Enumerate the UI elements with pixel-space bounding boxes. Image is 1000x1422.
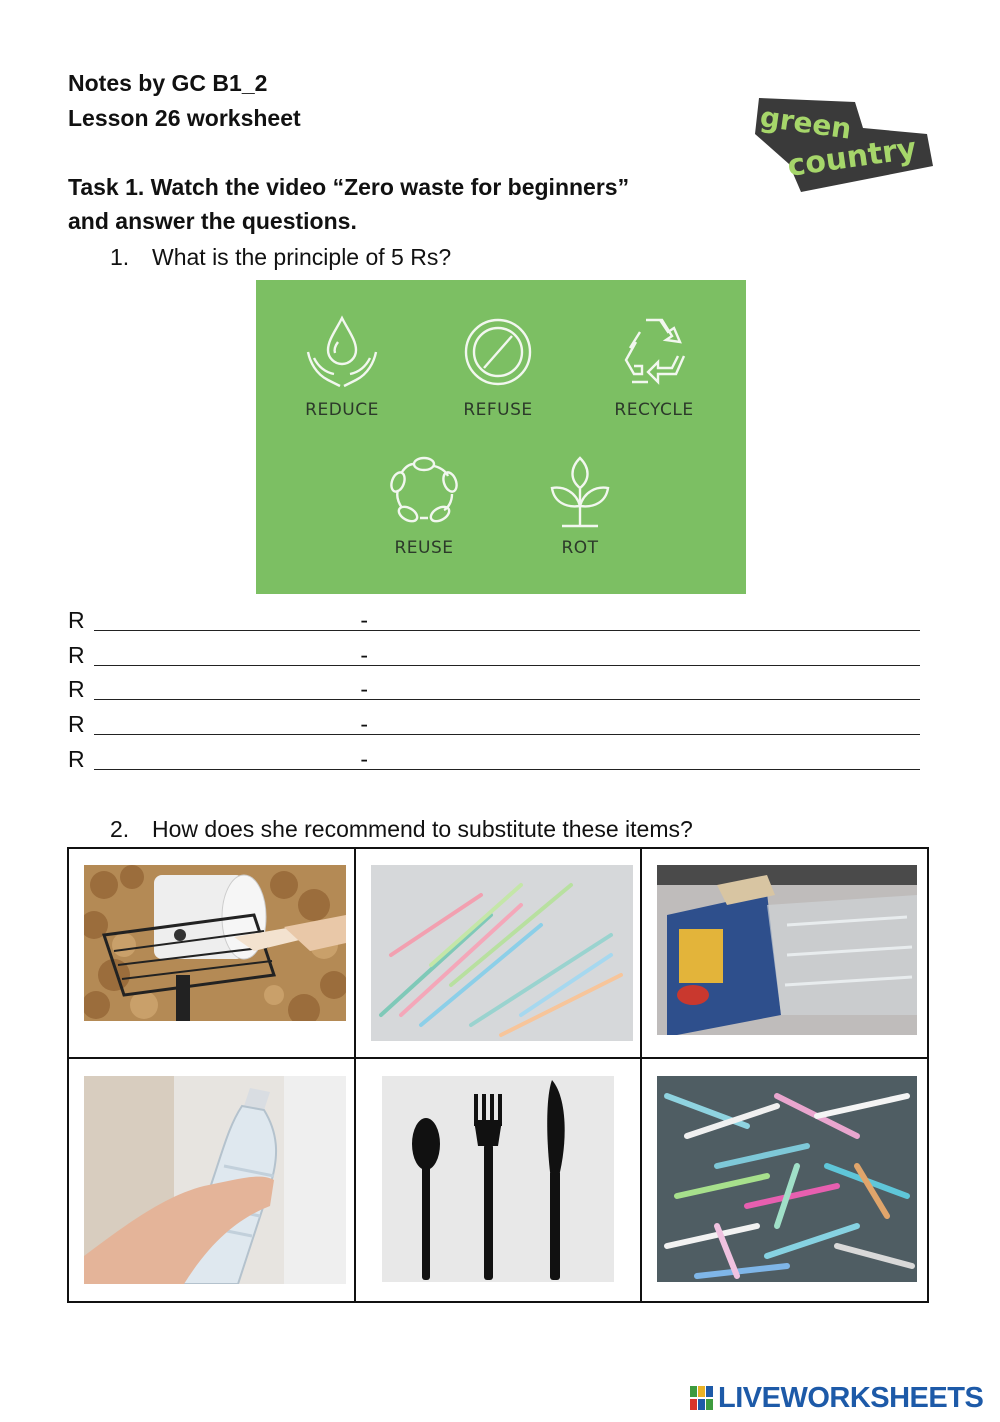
recycle-label: RECYCLE bbox=[614, 400, 694, 420]
refuse-label: REFUSE bbox=[463, 400, 533, 420]
r-letter: R bbox=[68, 711, 85, 737]
r-definition-blank[interactable] bbox=[366, 699, 920, 700]
r-answer-row bbox=[68, 606, 928, 634]
r-letter: R bbox=[68, 607, 85, 633]
prohibited-icon bbox=[458, 312, 538, 392]
question-text: How does she recommend to substitute these items? bbox=[152, 816, 693, 842]
svg-text:country: country bbox=[785, 131, 919, 184]
plastic-bag-roll-photo bbox=[84, 865, 346, 1021]
r-answer-row bbox=[68, 641, 928, 669]
green-country-logo bbox=[745, 88, 940, 198]
plastic-cutlery-photo bbox=[382, 1076, 614, 1282]
r-answer-row bbox=[68, 745, 928, 773]
liveworksheets-logo-icon bbox=[690, 1386, 714, 1410]
r-definition-blank[interactable] bbox=[366, 630, 920, 631]
items-table bbox=[67, 847, 929, 1303]
reduce-label: REDUCE bbox=[305, 400, 379, 420]
reduce-item bbox=[272, 312, 412, 420]
question-number: 1. bbox=[110, 244, 130, 270]
lesson-title: Lesson 26 worksheet bbox=[68, 105, 301, 131]
water-bottle-photo bbox=[84, 1076, 346, 1284]
question-text: What is the principle of 5 Rs? bbox=[152, 244, 452, 270]
leaf-circle-icon bbox=[384, 454, 464, 530]
rot-label: ROT bbox=[561, 538, 599, 558]
task-heading-cont: and answer the questions. bbox=[68, 208, 357, 234]
notes-title: Notes by GC B1_2 bbox=[68, 70, 268, 96]
r-definition-blank[interactable] bbox=[366, 665, 920, 666]
r-separator: - bbox=[360, 711, 368, 737]
liveworksheets-text: LIVEWORKSHEETS bbox=[718, 1382, 984, 1414]
r-letter: R bbox=[68, 676, 85, 702]
r-separator: - bbox=[360, 642, 368, 668]
five-rs-panel bbox=[256, 280, 746, 594]
r-answer-row bbox=[68, 675, 928, 703]
sprout-icon bbox=[540, 454, 620, 530]
question-number: 2. bbox=[110, 816, 130, 842]
svg-text:green: green bbox=[758, 100, 854, 146]
plastic-wrap-box-photo bbox=[657, 865, 917, 1035]
reuse-item bbox=[354, 454, 494, 558]
r-answer-row bbox=[68, 710, 928, 738]
r-separator: - bbox=[360, 676, 368, 702]
r-definition-blank[interactable] bbox=[366, 734, 920, 735]
r-letter: R bbox=[68, 642, 85, 668]
r-separator: - bbox=[360, 746, 368, 772]
question-2 bbox=[110, 814, 693, 844]
task-heading: Task 1. Watch the video “Zero waste for beginners” bbox=[68, 174, 630, 200]
r-letter: R bbox=[68, 746, 85, 772]
plastic-straws-photo bbox=[371, 865, 633, 1041]
recycle-item bbox=[584, 312, 724, 420]
reuse-label: REUSE bbox=[394, 538, 454, 558]
hands-water-drop-icon bbox=[302, 312, 382, 392]
recycle-icon bbox=[614, 312, 694, 392]
plastic-toothbrushes-photo bbox=[657, 1076, 917, 1282]
liveworksheets-brand bbox=[690, 1381, 990, 1415]
r-definition-blank[interactable] bbox=[366, 769, 920, 770]
r-separator: - bbox=[360, 607, 368, 633]
question-1 bbox=[110, 242, 451, 272]
refuse-item bbox=[428, 312, 568, 420]
rot-item bbox=[510, 454, 650, 558]
